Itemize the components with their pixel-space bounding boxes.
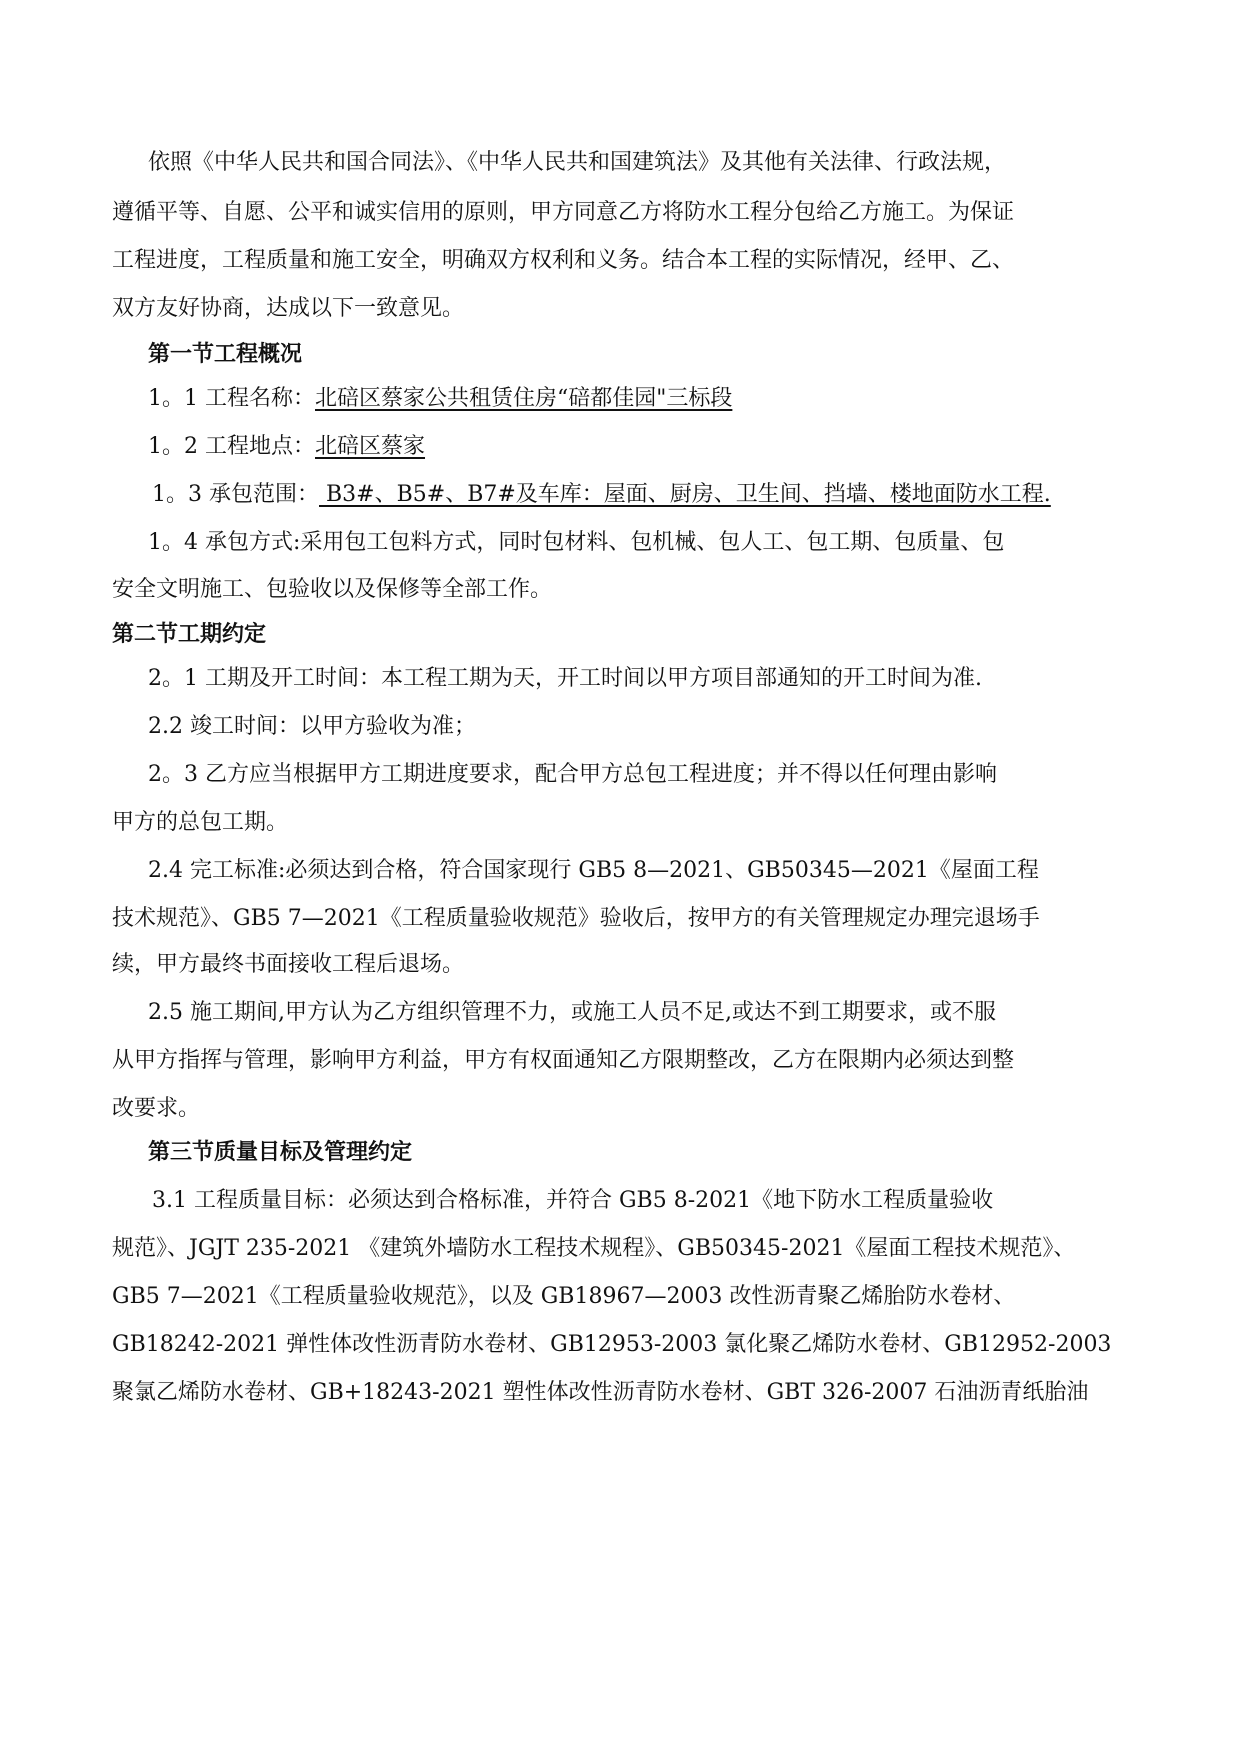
item-2-4-line-1: 2.4 完工标准:必须达到合格，符合国家现行 GB5 8—2021、GB50345—2021《屋面工程 bbox=[148, 858, 1039, 883]
item-1-2 bbox=[148, 432, 1149, 462]
item-2-5-line-2: 从甲方指挥与管理，影响甲方利益，甲方有权面通知乙方限期整改，乙方在限期内必须达到整 bbox=[112, 1048, 1015, 1073]
item-1-3-value: B3#、B5#、B7#及车库：屋面、厨房、卫生间、挡墙、楼地面防水工程. bbox=[319, 482, 1051, 507]
intro-line-3: 工程进度，工程质量和施工安全，明确双方权利和义务。结合本工程的实际情况，经甲、乙、 bbox=[112, 248, 1015, 273]
intro-line-1: 依照《中华人民共和国合同法》、《中华人民共和国建筑法》及其他有关法律、行政法规， bbox=[148, 150, 1007, 175]
item-2-4-line-3: 续，甲方最终书面接收工程后退场。 bbox=[112, 952, 465, 977]
intro-line-4: 双方友好协商，达成以下一致意见。 bbox=[112, 296, 465, 321]
section-1-heading: 第一节工程概况 bbox=[148, 342, 303, 367]
item-1-3 bbox=[152, 480, 1149, 510]
intro-line-2: 遵循平等、自愿、公平和诚实信用的原则，甲方同意乙方将防水工程分包给乙方施工。为保证 bbox=[112, 200, 1015, 225]
item-2-4-line-2: 技术规范》、GB5 7—2021《工程质量验收规范》验收后，按甲方的有关管理规定办理完退场手 bbox=[112, 906, 1040, 931]
item-2-3-line-2: 甲方的总包工期。 bbox=[112, 810, 289, 835]
item-1-4-line-1: 1。4 承包方式:采用包工包料方式，同时包材料、包机械、包人工、包工期、包质量、包 bbox=[148, 530, 1005, 555]
item-1-1-label: 1。1 工程名称： bbox=[148, 386, 315, 411]
item-1-2-value: 北碚区蔡家 bbox=[315, 434, 426, 459]
item-1-3-label: 1。3 承包范围： bbox=[152, 482, 319, 507]
item-3-1-line-2: 规范》、JGJT 235-2021 《建筑外墙防水工程技术规程》、GB50345-2021《屋面工程技术规范》、 bbox=[112, 1236, 1076, 1261]
item-2-1: 2。1 工期及开工时间：本工程工期为天，开工时间以甲方项目部通知的开工时间为准. bbox=[148, 666, 982, 691]
item-3-1-line-5: 聚氯乙烯防水卷材、GB+18243-2021 塑性体改性沥青防水卷材、GBT 326-2007 石油沥青纸胎油 bbox=[112, 1380, 1089, 1405]
item-1-1 bbox=[148, 384, 1149, 414]
item-2-2: 2.2 竣工时间：以甲方验收为准； bbox=[148, 714, 476, 739]
section-3-heading: 第三节质量目标及管理约定 bbox=[148, 1140, 413, 1165]
item-3-1-line-4: GB18242-2021 弹性体改性沥青防水卷材、GB12953-2003 氯化聚乙烯防水卷材、GB12952-2003 bbox=[112, 1332, 1112, 1357]
section-2-heading: 第二节工期约定 bbox=[112, 622, 267, 647]
item-2-5-line-3: 改要求。 bbox=[112, 1096, 201, 1121]
item-2-5-line-1: 2.5 施工期间,甲方认为乙方组织管理不力，或施工人员不足,或达不到工期要求，或不服 bbox=[148, 1000, 996, 1025]
item-1-1-value: 北碚区蔡家公共租赁住房“碚都佳园"三标段 bbox=[315, 386, 733, 411]
item-3-1-line-3: GB5 7—2021《工程质量验收规范》，以及 GB18967—2003 改性沥青聚乙烯胎防水卷材、 bbox=[112, 1284, 1016, 1309]
item-1-2-label: 1。2 工程地点： bbox=[148, 434, 315, 459]
item-3-1-line-1: 3.1 工程质量目标：必须达到合格标准，并符合 GB5 8-2021《地下防水工程质量验收 bbox=[152, 1188, 994, 1213]
item-1-4-line-2: 安全文明施工、包验收以及保修等全部工作。 bbox=[112, 577, 553, 602]
item-2-3-line-1: 2。3 乙方应当根据甲方工期进度要求，配合甲方总包工程进度；并不得以任何理由影响 bbox=[148, 762, 997, 787]
